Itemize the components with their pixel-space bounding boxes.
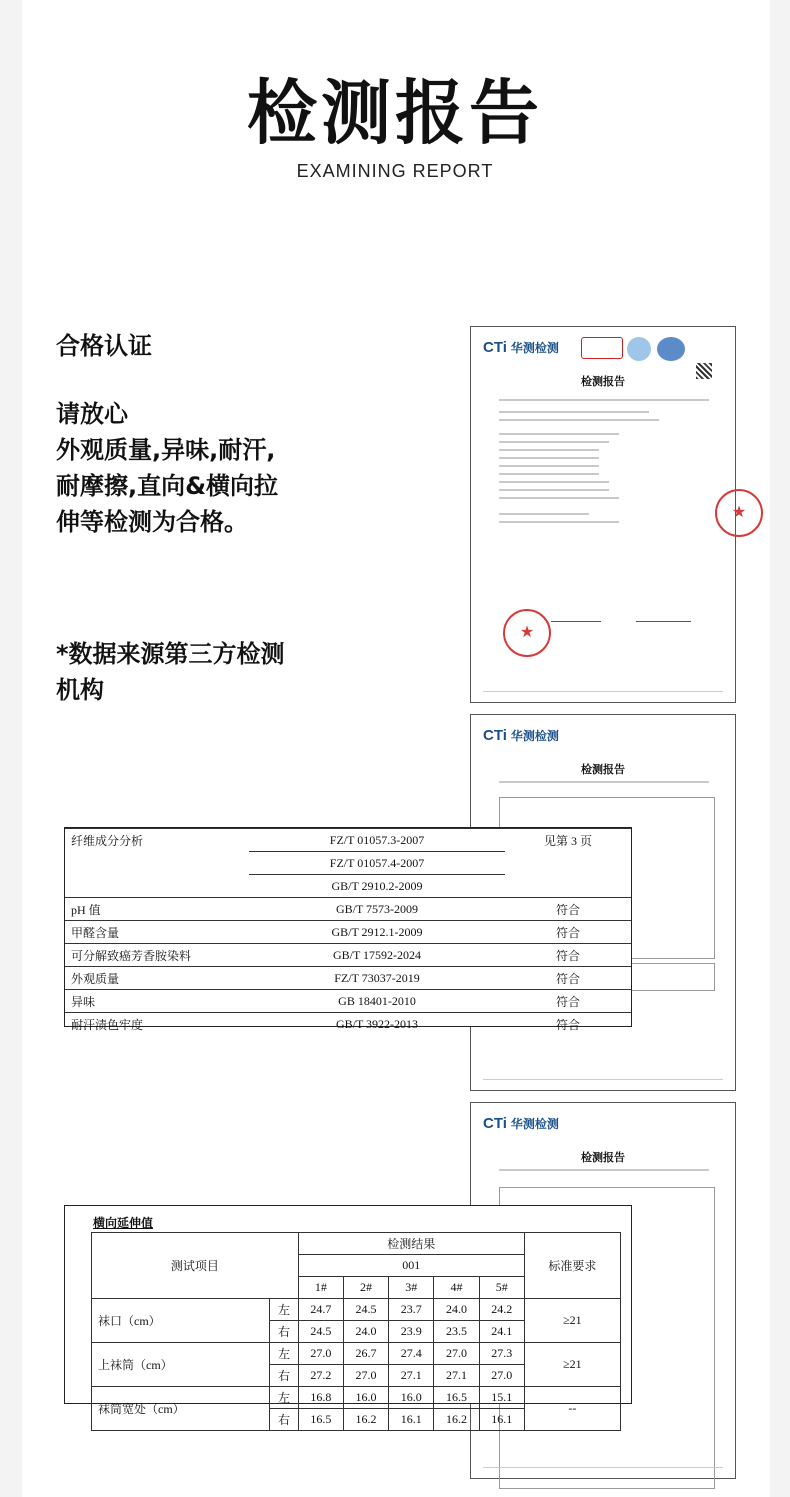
cti-logo: CTi 华测检测	[483, 339, 559, 356]
row-value: 16.1	[479, 1409, 524, 1431]
col-result: 检测结果	[298, 1233, 524, 1255]
row-value: 16.2	[434, 1409, 479, 1431]
fiber-test-table	[64, 827, 632, 1032]
row-value: 24.7	[298, 1299, 343, 1321]
test-result: 符合	[505, 967, 631, 990]
row-value: 27.1	[389, 1365, 434, 1387]
test-standard: GB/T 7573-2009	[249, 898, 505, 921]
source-note: *数据来源第三方检测机构	[56, 640, 285, 704]
test-result: 见第 3 页	[505, 829, 631, 852]
cma-mark-icon	[581, 337, 623, 359]
row-value: 27.0	[343, 1365, 388, 1387]
row-value: 24.5	[298, 1321, 343, 1343]
test-standard: GB/T 2912.1-2009	[249, 921, 505, 944]
row-side: 左	[270, 1387, 298, 1409]
test-result: 符合	[505, 990, 631, 1013]
sample-number: 1#	[298, 1277, 343, 1299]
table-row	[92, 1343, 621, 1365]
table-row	[65, 921, 631, 944]
col-test-item: 测试项目	[92, 1233, 299, 1299]
test-standard: GB/T 17592-2024	[249, 944, 505, 967]
test-standard: GB/T 3922-2013	[249, 1013, 505, 1036]
table-row	[65, 990, 631, 1013]
table-row	[65, 967, 631, 990]
table-row	[65, 829, 631, 852]
test-item	[65, 875, 249, 898]
test-item: pH 值	[65, 898, 249, 921]
row-value: 27.0	[434, 1343, 479, 1365]
row-value: 27.2	[298, 1365, 343, 1387]
report-page-1	[470, 326, 747, 703]
page-title: 检测报告	[247, 72, 543, 154]
cert-body: 请放心 外观质量,异味,耐汗,耐摩擦,直向&横向拉伸等检测为合格。	[56, 400, 279, 536]
seal-icon: ★	[503, 609, 551, 657]
page-subtitle: EXAMINING REPORT	[296, 161, 494, 181]
row-value: 16.5	[298, 1409, 343, 1431]
row-item: 袜口（cm）	[92, 1299, 270, 1343]
row-value: 24.0	[434, 1299, 479, 1321]
table-row	[65, 1013, 631, 1036]
cti-logo: CTi 华测检测	[483, 1115, 559, 1132]
table-row	[65, 852, 631, 875]
row-side: 右	[270, 1409, 298, 1431]
stretch-test-table	[64, 1205, 632, 1427]
table-row	[65, 944, 631, 967]
test-result	[505, 875, 631, 898]
test-item: 纤维成分分析	[65, 829, 249, 852]
test-result	[505, 852, 631, 875]
row-value: 27.3	[479, 1343, 524, 1365]
row-value: 24.5	[343, 1299, 388, 1321]
test-result: 符合	[505, 921, 631, 944]
test-item: 甲醛含量	[65, 921, 249, 944]
sample-number: 2#	[343, 1277, 388, 1299]
report-title: 检测报告	[581, 764, 625, 776]
table-row	[65, 898, 631, 921]
row-item: 上袜筒（cm）	[92, 1343, 270, 1387]
sample-id: 001	[298, 1255, 524, 1277]
sample-number: 4#	[434, 1277, 479, 1299]
row-value: 23.7	[389, 1299, 434, 1321]
test-result: 符合	[505, 898, 631, 921]
row-value: 23.9	[389, 1321, 434, 1343]
row-value: 24.1	[479, 1321, 524, 1343]
row-side: 右	[270, 1321, 298, 1343]
test-item	[65, 852, 249, 875]
row-value: 15.1	[479, 1387, 524, 1409]
row-value: 27.1	[434, 1365, 479, 1387]
cti-logo: CTi 华测检测	[483, 727, 559, 744]
sample-number: 5#	[479, 1277, 524, 1299]
ilac-mark-icon	[627, 337, 651, 361]
row-value: 16.0	[343, 1387, 388, 1409]
test-standard: FZ/T 01057.4-2007	[249, 852, 505, 875]
row-requirement: ≥21	[524, 1343, 620, 1387]
test-result: 符合	[505, 944, 631, 967]
test-standard: GB/T 2910.2-2009	[249, 875, 505, 898]
row-requirement: --	[524, 1387, 620, 1431]
row-value: 23.5	[434, 1321, 479, 1343]
cert-heading: 合格认证	[56, 332, 152, 360]
test-item: 可分解致癌芳香胺染料	[65, 944, 249, 967]
test-item: 外观质量	[65, 967, 249, 990]
row-value: 16.1	[389, 1409, 434, 1431]
row-value: 27.0	[298, 1343, 343, 1365]
row-side: 左	[270, 1299, 298, 1321]
row-value: 16.5	[434, 1387, 479, 1409]
stretch-caption: 横向延伸值	[93, 1216, 154, 1230]
test-standard: FZ/T 73037-2019	[249, 967, 505, 990]
table-row	[92, 1387, 621, 1409]
test-item: 耐汗渍色牢度	[65, 1013, 249, 1036]
row-value: 16.0	[389, 1387, 434, 1409]
table-row	[65, 875, 631, 898]
row-item: 袜筒宽处（cm）	[92, 1387, 270, 1431]
row-value: 24.0	[343, 1321, 388, 1343]
seal-icon: ★	[715, 489, 763, 537]
row-value: 16.2	[343, 1409, 388, 1431]
report-title: 检测报告	[581, 376, 625, 388]
row-value: 27.0	[479, 1365, 524, 1387]
test-standard: FZ/T 01057.3-2007	[249, 829, 505, 852]
col-requirement: 标准要求	[524, 1233, 620, 1299]
row-value: 26.7	[343, 1343, 388, 1365]
test-standard: GB 18401-2010	[249, 990, 505, 1013]
row-side: 右	[270, 1365, 298, 1387]
row-value: 16.8	[298, 1387, 343, 1409]
row-side: 左	[270, 1343, 298, 1365]
cnas-mark-icon	[657, 337, 685, 361]
test-result: 符合	[505, 1013, 631, 1036]
row-requirement: ≥21	[524, 1299, 620, 1343]
table-row	[92, 1299, 621, 1321]
test-item: 异味	[65, 990, 249, 1013]
report-title: 检测报告	[581, 1152, 625, 1164]
row-value: 27.4	[389, 1343, 434, 1365]
row-value: 24.2	[479, 1299, 524, 1321]
sample-number: 3#	[389, 1277, 434, 1299]
